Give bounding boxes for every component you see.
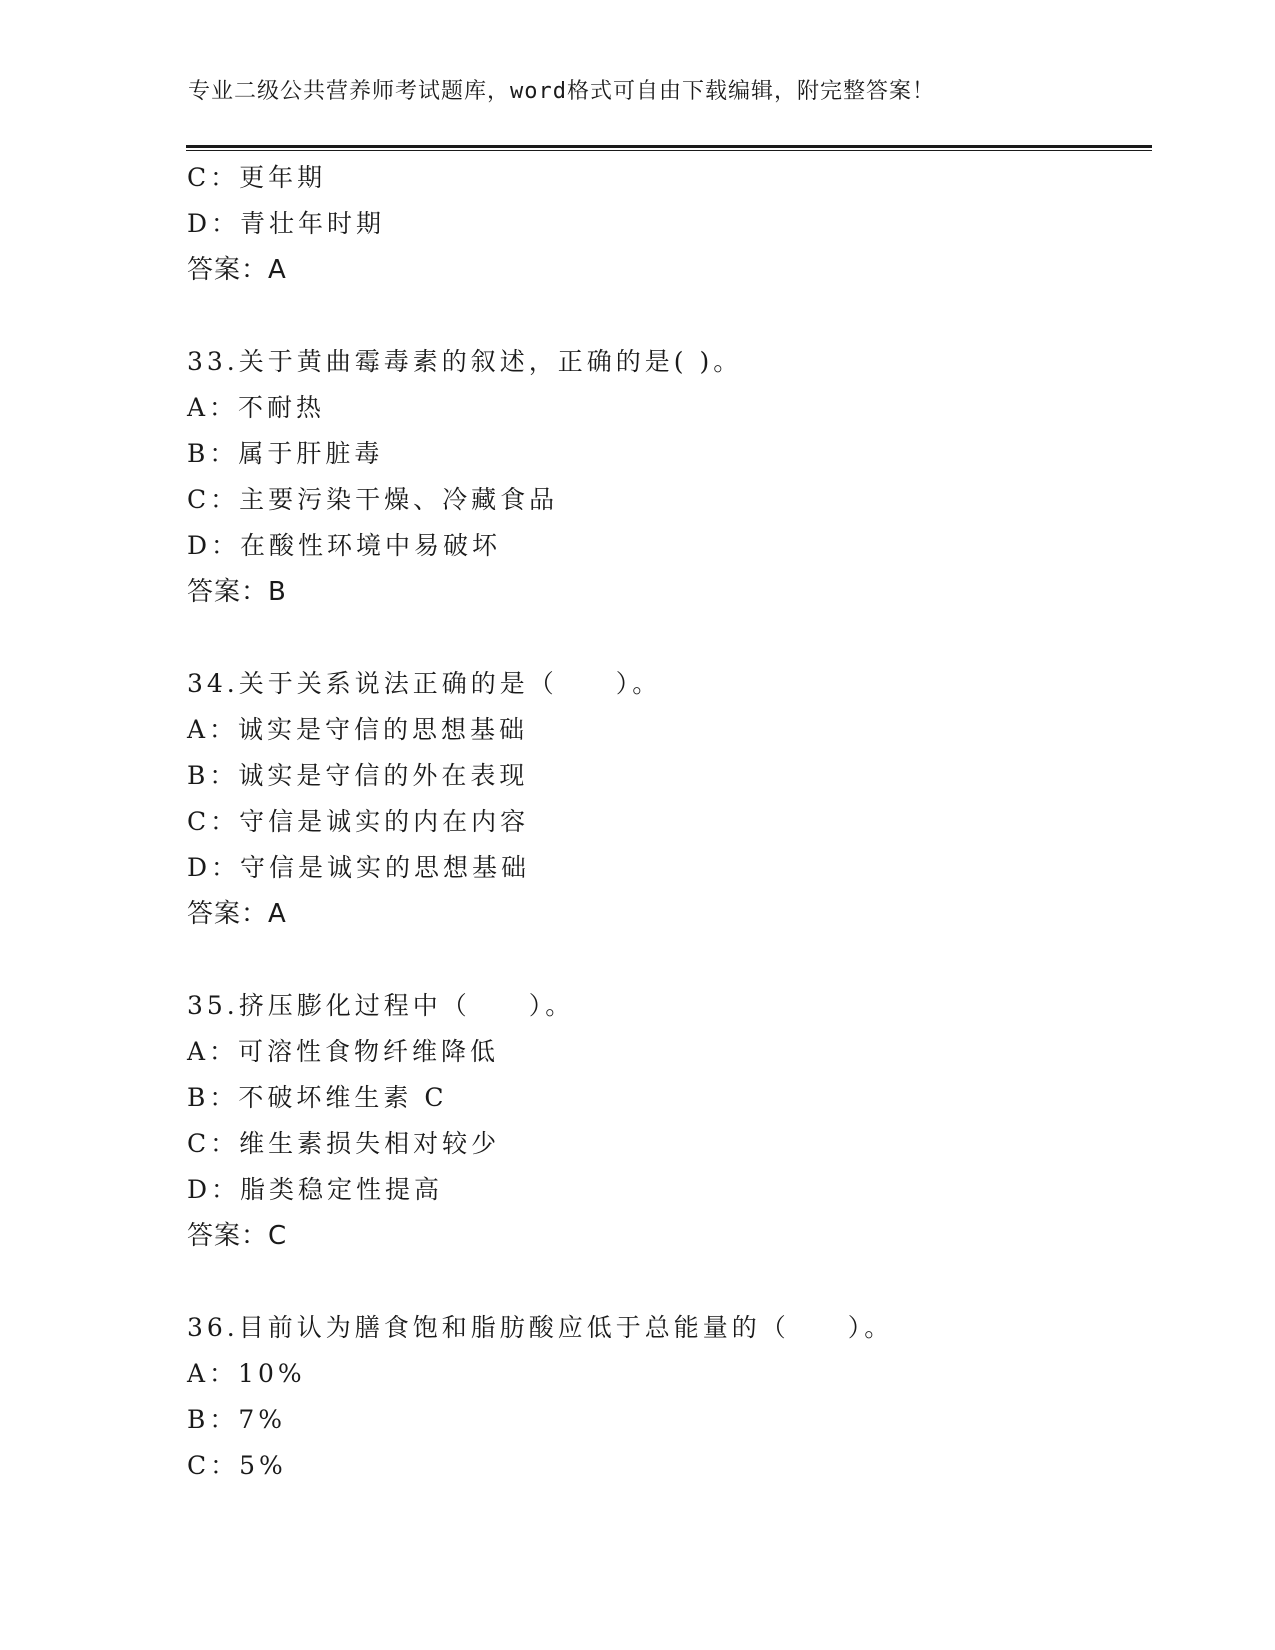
option-a: A：诚实是守信的思想基础 bbox=[187, 715, 529, 744]
answer-line: 答案：B bbox=[187, 577, 287, 607]
spacer bbox=[187, 1259, 1147, 1305]
question-stem: 35.挤压膨化过程中（ ）。 bbox=[187, 991, 575, 1020]
option-b: B：诚实是守信的外在表现 bbox=[187, 761, 529, 790]
option-d: D：青壮年时期 bbox=[187, 209, 386, 238]
option-a: A：10% bbox=[187, 1359, 306, 1388]
option-b: B：属于肝脏毒 bbox=[187, 439, 384, 468]
header-divider bbox=[186, 145, 1152, 148]
spacer bbox=[187, 937, 1147, 983]
option-c: C：更年期 bbox=[187, 163, 327, 192]
option-b: B：7% bbox=[187, 1405, 287, 1434]
question-list bbox=[187, 155, 1147, 1489]
option-c: C：5% bbox=[187, 1451, 287, 1480]
option-d: D：守信是诚实的思想基础 bbox=[187, 853, 531, 882]
question-stem: 33.关于黄曲霉毒素的叙述，正确的是( )。 bbox=[187, 347, 743, 376]
question-stem: 36.目前认为膳食饱和脂肪酸应低于总能量的（ ）。 bbox=[187, 1313, 894, 1342]
question-stem: 34.关于关系说法正确的是（ ）。 bbox=[187, 669, 662, 698]
option-b: B：不破坏维生素 C bbox=[187, 1083, 448, 1112]
answer-line: 答案：A bbox=[187, 255, 287, 285]
answer-line: 答案：A bbox=[187, 899, 287, 929]
answer-line: 答案：C bbox=[187, 1221, 288, 1251]
spacer bbox=[187, 293, 1147, 339]
option-c: C：主要污染干燥、冷藏食品 bbox=[187, 485, 559, 514]
option-d: D：在酸性环境中易破坏 bbox=[187, 531, 502, 560]
option-d: D：脂类稳定性提高 bbox=[187, 1175, 444, 1204]
option-a: A：可溶性食物纤维降低 bbox=[187, 1037, 500, 1066]
spacer bbox=[187, 615, 1147, 661]
option-c: C：维生素损失相对较少 bbox=[187, 1129, 501, 1158]
option-c: C：守信是诚实的内在内容 bbox=[187, 807, 530, 836]
page-header: 专业二级公共营养师考试题库，word格式可自由下载编辑，附完整答案！ bbox=[188, 79, 935, 104]
option-a: A：不耐热 bbox=[187, 393, 326, 422]
